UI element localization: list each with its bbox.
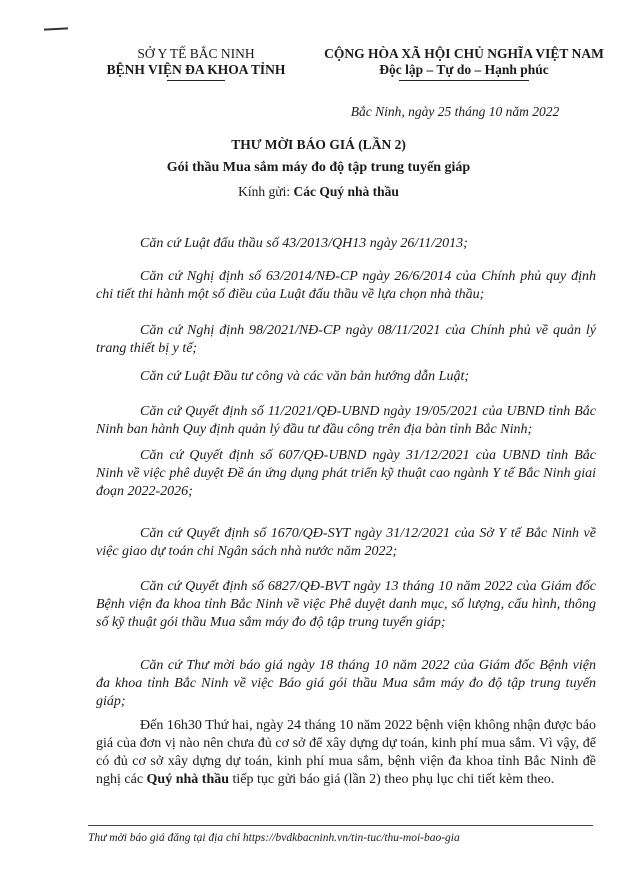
issuing-organization [96, 46, 296, 81]
legal-basis-paragraph: Căn cứ Luật Đầu tư công và các văn bản hướng dẫn Luật; [140, 369, 470, 384]
national-heading [318, 46, 610, 81]
scan-mark [44, 27, 68, 30]
salutation [0, 184, 637, 200]
legal-basis-paragraph: Căn cứ Quyết định số 6827/QĐ-BVT ngày 13 tháng 10 năm 2022 của Giám đốc Bệnh viện đa khoa tỉnh Bắc Ninh về việc Phê duyệt danh mục, số lượng, cấu hình, thông số kỹ thuật gói thầu Mua sắm máy đo độ tập trung tuyến giáp; [96, 579, 596, 630]
legal-basis-paragraph: Căn cứ Quyết định số 1670/QĐ-SYT ngày 31/12/2021 của Sở Y tế Bắc Ninh về việc giao dự toán chi Ngân sách nhà nước năm 2022; [96, 526, 596, 559]
legal-basis-paragraph: Căn cứ Thư mời báo giá ngày 18 tháng 10 năm 2022 của Giám đốc Bệnh viện đa khoa tỉnh Bắc Ninh về việc Báo giá gói thầu Mua sắm máy đo độ tập trung tuyến giáp; [96, 658, 596, 709]
legal-basis-paragraph: Căn cứ Quyết định số 11/2021/QĐ-UBND ngày 19/05/2021 của UBND tỉnh Bắc Ninh ban hành Quy định quản lý đầu tư đầu công trên địa bàn tỉnh Bắc Ninh; [96, 404, 596, 437]
request-paragraph [96, 717, 596, 789]
legal-basis-paragraph: Căn cứ Quyết định số 607/QĐ-UBND ngày 31/12/2021 của UBND tỉnh Bắc Ninh về việc phê duyệt Đề án ứng dụng phát triển kỹ thuật cao ngành Y tế Bắc Ninh giai đoạn 2022-2026; [96, 448, 596, 499]
document-date: Bắc Ninh, ngày 25 tháng 10 năm 2022 [350, 104, 560, 119]
salutation-prefix: Kính gửi: [238, 184, 294, 199]
footer-text: Thư mời báo giá đăng tại địa chỉ https://bvdkbacninh.vn/tin-tuc/thu-moi-bao-gia [88, 832, 460, 844]
nation-line-2: Độc lập – Tự do – Hạnh phúc [379, 62, 549, 77]
nation-underline [399, 80, 529, 81]
salutation-recipient: Các Quý nhà thầu [293, 184, 399, 199]
document-title: THƯ MỜI BÁO GIÁ (LẦN 2) [231, 137, 406, 152]
org-line-1: SỞ Y TẾ BẮC NINH [137, 46, 255, 61]
request-recipient: Quý nhà thầu [146, 772, 230, 787]
legal-basis-paragraph: Căn cứ Luật đấu thầu số 43/2013/QH13 ngày 26/11/2013; [140, 236, 468, 251]
nation-line-1: CỘNG HÒA XÃ HỘI CHỦ NGHĨA VIỆT NAM [324, 46, 604, 61]
legal-basis-paragraph: Căn cứ Nghị định 98/2021/NĐ-CP ngày 08/11/2021 của Chính phủ về quản lý trang thiết bị y tế; [96, 323, 596, 356]
footer-note [88, 832, 608, 844]
org-line-2: BỆNH VIỆN ĐA KHOA TỈNH [106, 62, 286, 77]
request-text-after: tiếp tục gửi báo giá (lần 2) theo phụ lục chi tiết kèm theo. [229, 772, 555, 787]
document-subtitle: Gói thầu Mua sắm máy đo độ tập trung tuyến giáp [166, 160, 471, 175]
legal-basis-paragraph: Căn cứ Nghị định số 63/2014/NĐ-CP ngày 26/6/2014 của Chính phủ quy định chi tiết thi hành một số điều của Luật đấu thầu về lựa chọn nhà thầu; [96, 269, 596, 302]
org-underline [167, 80, 225, 81]
request-text-before: Đến 16h30 Thứ hai, ngày 24 tháng 10 năm 2022 bệnh viện không nhận được báo giá của đơn vị nào nên chưa đủ cơ sở để xây dựng dự toán, kinh phí mua sắm. Vì vậy, để có đủ cơ sở xây dựng dự toán, kinh phí mua sắm, bệnh viện đa khoa tỉnh Bắc Ninh đề nghị các [96, 718, 596, 787]
footer-divider [88, 825, 593, 826]
